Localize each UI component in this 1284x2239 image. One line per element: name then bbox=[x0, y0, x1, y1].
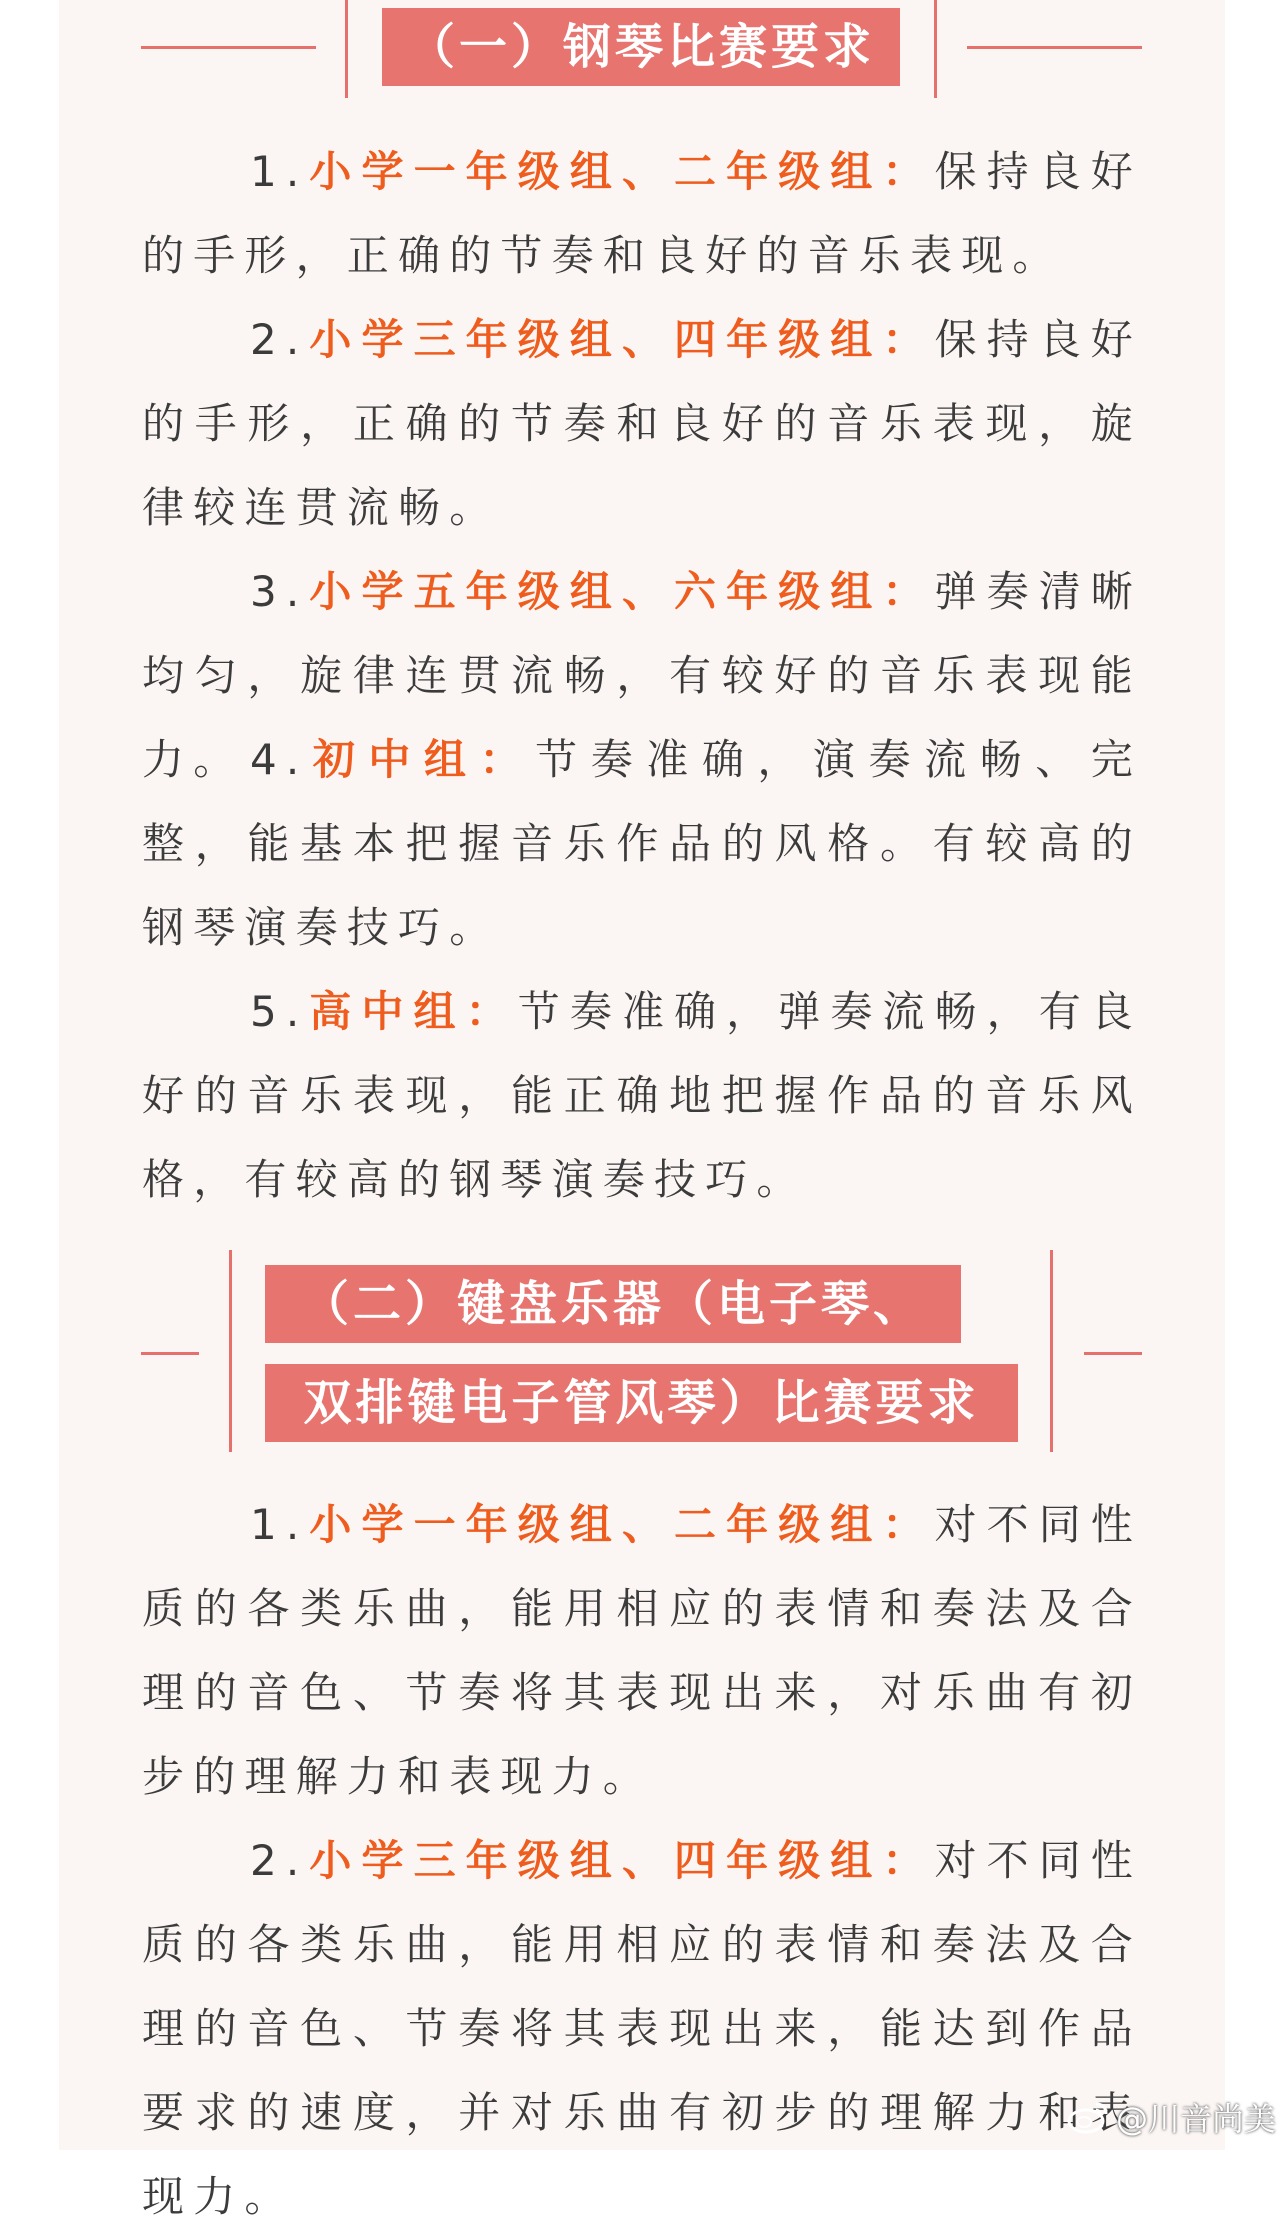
piano-requirement-3: 3.小学五年级组、六年级组：弹奏清晰均匀，旋律连贯流畅，有较好的音乐表现能力。 bbox=[142, 567, 1142, 784]
section-1-title: （一）钢琴比赛要求 bbox=[382, 8, 900, 86]
heading-rule-right bbox=[1084, 1352, 1142, 1355]
group-label: 高中组： bbox=[308, 987, 518, 1036]
group-label: 小学一年级组、二年级组： bbox=[308, 147, 935, 196]
weibo-watermark bbox=[1066, 2094, 1276, 2140]
section-2-title-line-2: 双排键电子管风琴）比赛要求 bbox=[265, 1364, 1018, 1442]
group-label: 小学一年级组、二年级组： bbox=[308, 1500, 935, 1549]
heading-bracket-left bbox=[345, 0, 348, 98]
heading-bracket-right bbox=[934, 0, 937, 98]
keyboard-requirement-1: 1.小学一年级组、二年级组：对不同性质的各类乐曲，能用相应的表情和奏法及合理的音色、节奏将其表现出来，对乐曲有初步的理解力和表现力。 bbox=[142, 1500, 1142, 1801]
piano-requirement-4: 4.初中组：节奏准确，演奏流畅、完整，能基本把握音乐作品的风格。有较高的钢琴演奏技巧。 bbox=[142, 735, 1142, 952]
group-label: 小学三年级组、四年级组： bbox=[308, 315, 935, 364]
heading-bracket-left bbox=[229, 1250, 232, 1452]
heading-bracket-right bbox=[1050, 1250, 1053, 1452]
group-label: 小学五年级组、六年级组： bbox=[308, 567, 935, 616]
section-2-title-line-1: （二）键盘乐器（电子琴、 bbox=[265, 1265, 961, 1343]
keyboard-requirement-2: 2.小学三年级组、四年级组：对不同性质的各类乐曲，能用相应的表情和奏法及合理的音色、节奏将其表现出来，能达到作品要求的速度，并对乐曲有初步的理解力和表现力。 bbox=[142, 1836, 1142, 2221]
heading-rule-left bbox=[141, 46, 316, 49]
group-label: 小学三年级组、四年级组： bbox=[308, 1836, 935, 1885]
watermark-text: @川音尚美 bbox=[1115, 2100, 1276, 2138]
group-label: 初中组： bbox=[308, 735, 536, 784]
piano-requirement-5: 5.高中组：节奏准确，弹奏流畅，有良好的音乐表现，能正确地把握作品的音乐风格，有较高的钢琴演奏技巧。 bbox=[142, 987, 1142, 1204]
piano-requirement-2: 2.小学三年级组、四年级组：保持良好的手形，正确的节奏和良好的音乐表现，旋律较连贯流畅。 bbox=[142, 315, 1142, 532]
heading-rule-left bbox=[141, 1352, 199, 1355]
piano-requirement-1: 1.小学一年级组、二年级组：保持良好的手形，正确的节奏和良好的音乐表现。 bbox=[142, 147, 1142, 280]
heading-rule-right bbox=[967, 46, 1142, 49]
weibo-logo-icon bbox=[1066, 2100, 1110, 2134]
